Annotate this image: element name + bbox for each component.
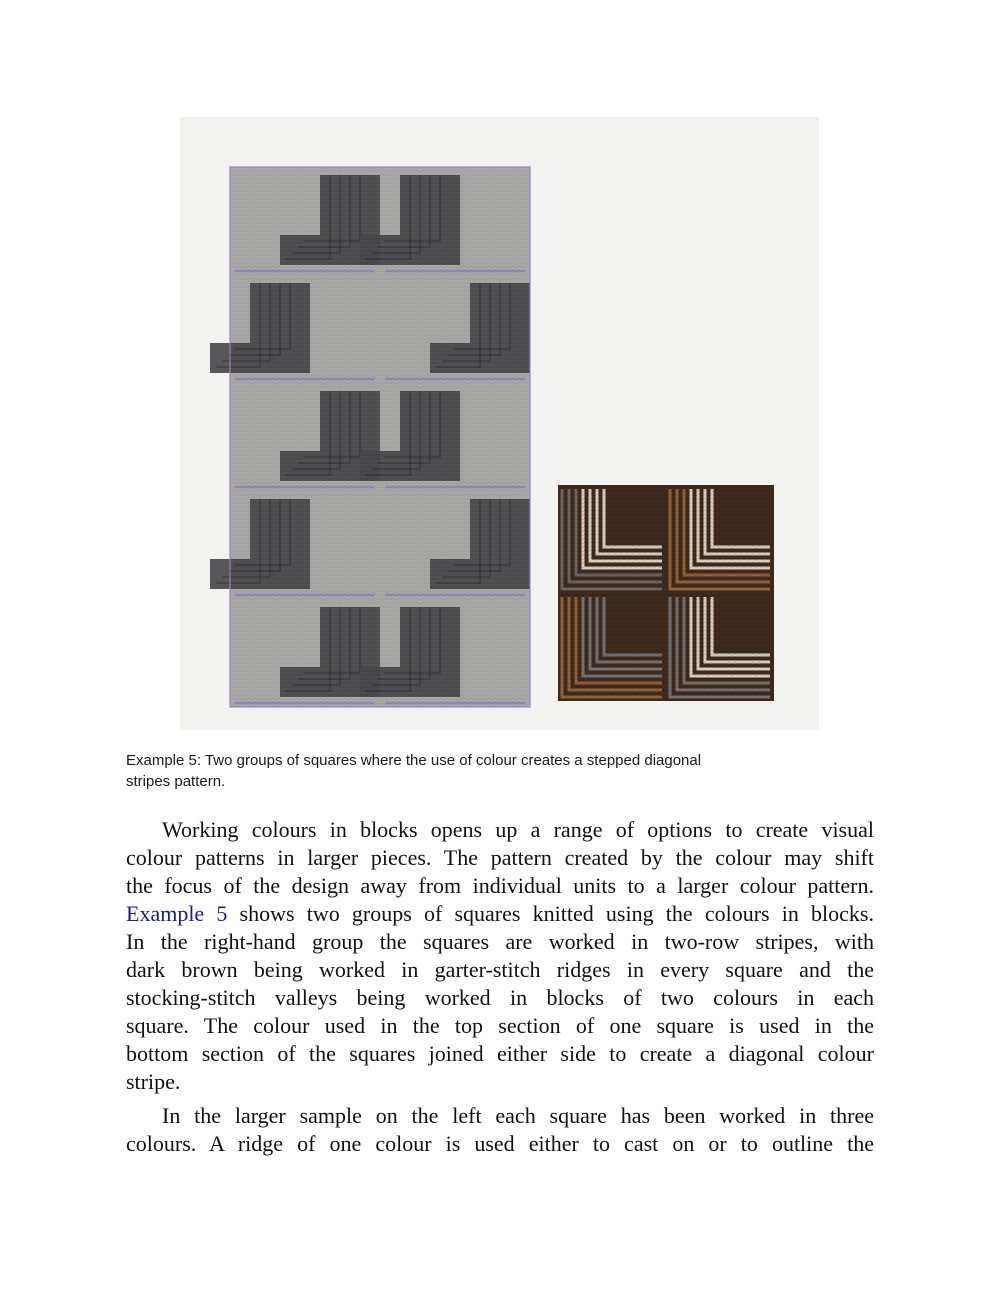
caption-line: Example 5: Two groups of squares where the use of colour creates a stepped diagonal (126, 752, 702, 769)
paragraph-2 (126, 1102, 874, 1158)
text-line: dark brown being worked in garter-stitch ridges in every square and the (126, 957, 874, 982)
text-line: colour patterns in larger pieces. The pattern created by the colour may shift (126, 845, 874, 870)
text-line (126, 900, 874, 928)
text-line: the focus of the design away from individual units to a larger colour pattern. (126, 873, 874, 898)
example-5-link[interactable]: Example 5 (126, 901, 228, 926)
caption-line: stripes pattern. (126, 773, 226, 790)
text-line: square. The colour used in the top section of one square is used in the (126, 1013, 874, 1038)
text-line: In the right-hand group the squares are worked in two-row stripes, with (126, 929, 874, 954)
text-line: stocking-stitch valleys being worked in blocks of two colours in each (126, 985, 874, 1010)
knitted-samples-photo (180, 117, 819, 730)
left-knitted-sample (210, 167, 530, 707)
text-fragment: shows two groups of squares knitted using the colours in blocks. (227, 901, 874, 926)
figure-caption (126, 750, 866, 792)
right-knitted-sample (558, 485, 774, 701)
text-line: Working colours in blocks opens up a range of options to create visual (162, 817, 874, 842)
paragraph-1 (126, 816, 874, 1096)
text-line: In the larger sample on the left each square has been worked in three (162, 1103, 874, 1128)
text-line: colours. A ridge of one colour is used either to cast on or to outline the (126, 1131, 874, 1156)
text-line: stripe. (126, 1069, 181, 1094)
text-line: bottom section of the squares joined either side to create a diagonal colour (126, 1041, 874, 1066)
